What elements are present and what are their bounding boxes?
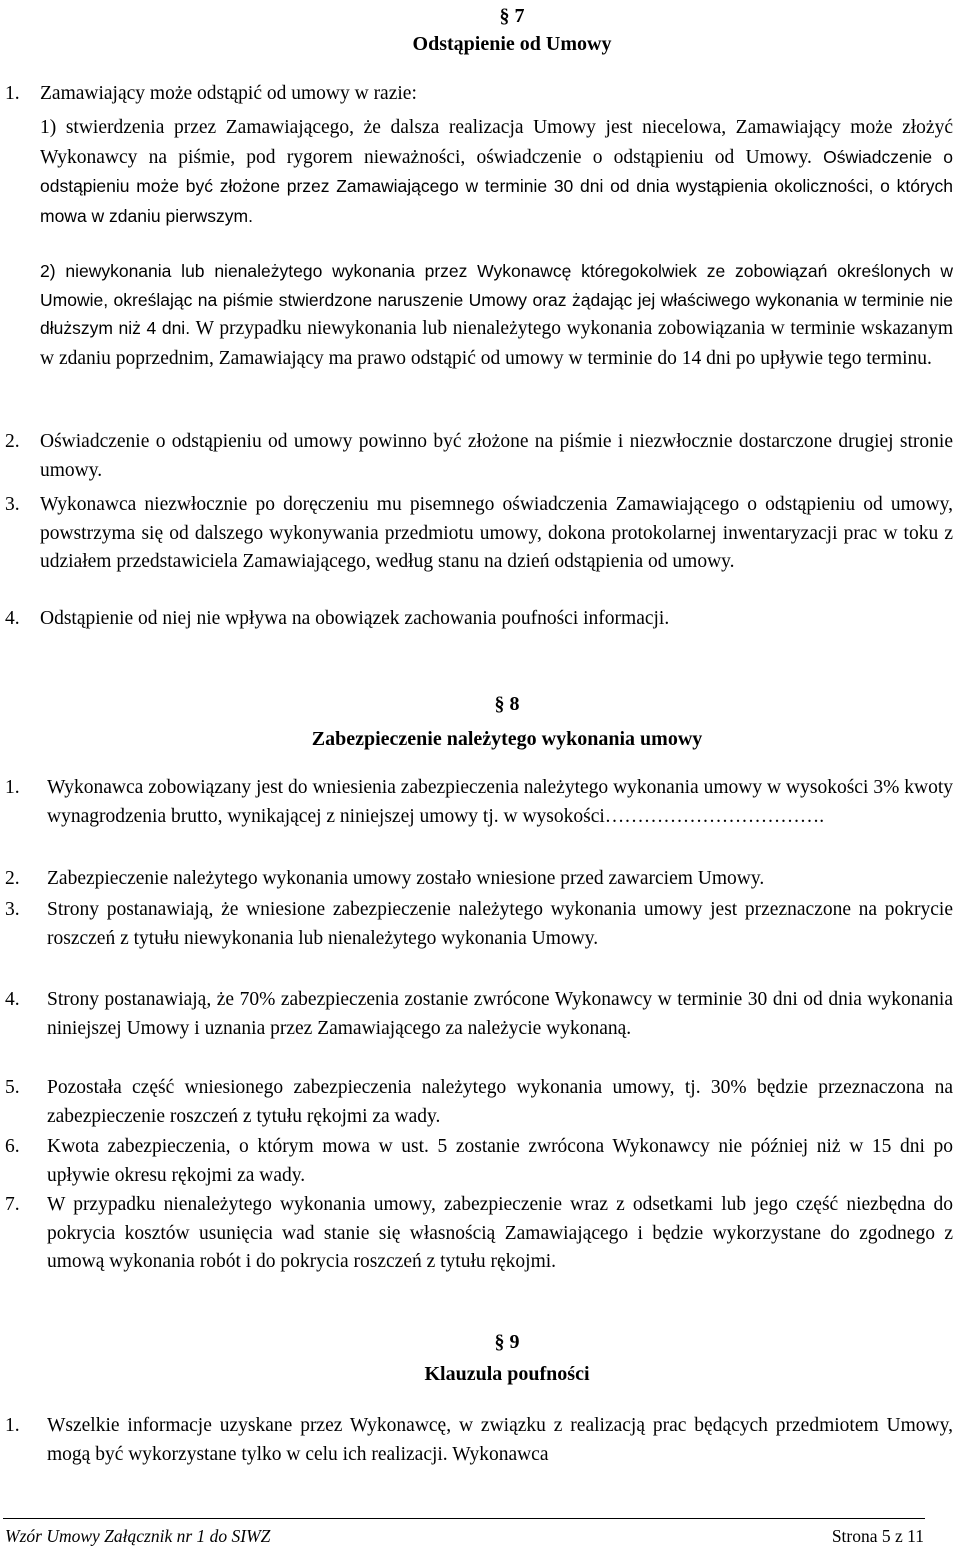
s9-item-1-number: 1. bbox=[5, 1415, 20, 1436]
s7-sub-1 bbox=[40, 114, 953, 231]
s8-item-6-text: Kwota zabezpieczenia, o którym mowa w ust. 5 zostanie zwrócona Wykonawcy nie później niż w 15 dni po upływie okresu rękojmi za wady. bbox=[47, 1136, 953, 1186]
s9-item-1-text: Wszelkie informacje uzyskane przez Wykonawcę, w związku z realizacją prac będących przedmiotem Umowy, mogą być wykorzystane tylko w celu ich realizacji. Wykonawca bbox=[47, 1415, 953, 1465]
s7-item-3-number: 3. bbox=[5, 494, 20, 515]
s8-item-2-text: Zabezpieczenie należytego wykonania umowy zostało wniesione przed zawarciem Umowy. bbox=[47, 868, 765, 889]
section-7-title: Odstąpienie od Umowy bbox=[412, 33, 612, 55]
s7-sub-2 bbox=[40, 257, 953, 373]
s8-item-5-text: Pozostała część wniesionego zabezpieczenia należytego wykonania umowy, tj. 30% będzie przeznaczona na zabezpieczenie roszczeń z tytułu rękojmi za wady. bbox=[47, 1077, 953, 1127]
s8-item-6-number: 6. bbox=[5, 1136, 20, 1157]
s7-sub-2-part-b: W przypadku niewykonania lub nienależytego wykonania zobowiązania w terminie wskazanym w zdaniu poprzednim, Zamawiający ma prawo odstąpić od umowy w terminie do 14 dni po upływie tego terminu. bbox=[40, 318, 953, 369]
section-8-title: Zabezpieczenie należytego wykonania umowy bbox=[311, 728, 703, 750]
section-9-title: Klauzula poufności bbox=[424, 1363, 590, 1385]
s8-item-4-number: 4. bbox=[5, 989, 20, 1010]
s7-sub-1-part-a: 1) stwierdzenia przez Zamawiającego, że dalsza realizacja Umowy jest niecelowa, Zamawiający może złożyć Wykonawcy na piśmie, pod rygorem nieważności, oświadczenie o odstąpieniu od Umowy. bbox=[40, 117, 953, 168]
s8-item-1-number: 1. bbox=[5, 777, 20, 798]
s7-item-4-text: Odstąpienie od niej nie wpływa na obowiązek zachowania poufności informacji. bbox=[40, 608, 670, 629]
s8-item-7-number: 7. bbox=[5, 1194, 20, 1215]
s8-item-3-number: 3. bbox=[5, 899, 20, 920]
s7-item-2-number: 2. bbox=[5, 431, 20, 452]
s8-item-1-text: Wykonawca zobowiązany jest do wniesienia zabezpieczenia należytego wykonania umowy w wysokości 3% kwoty wynagrodzenia brutto, wynikającej z niniejszej umowy tj. w wysokości……………………………. bbox=[47, 777, 953, 827]
s8-item-7-text: W przypadku nienależytego wykonania umowy, zabezpieczenie wraz z odsetkami lub jego część niezbędna do pokrycia kosztów usunięcia wad stanie się własnością Zamawiającego i będzie wykorzystane do zgodnego z umową wykonania robót i do pokrycia roszczeń z tytułu rękojmi. bbox=[47, 1194, 953, 1273]
s7-item-2-text: Oświadczenie o odstąpieniu od umowy powinno być złożone na piśmie i niezwłocznie dostarczone drugiej stronie umowy. bbox=[40, 431, 953, 481]
s7-item-1-text: Zamawiający może odstąpić od umowy w razie: bbox=[40, 83, 417, 104]
s7-sub-1-part-b: Oświadczenie o odstąpieniu może być złożone przez Zamawiającego w terminie 30 dni od dnia wystąpienia okoliczności, o których mowa w zdaniu pierwszym. bbox=[40, 146, 954, 226]
s8-item-2-number: 2. bbox=[5, 868, 20, 889]
s7-sub-2-part-a: 2) niewykonania lub nienależytego wykonania przez Wykonawcę któregokolwiek ze zobowiązań określonych w Umowie, określając na piśmie stwierdzone naruszenie Umowy oraz żądając jej właściwego wykonania w terminie nie dłuższym niż 4 dni. bbox=[40, 261, 953, 339]
footer-divider bbox=[3, 1518, 925, 1519]
s8-item-4-text: Strony postanawiają, że 70% zabezpieczenia zostanie zwrócone Wykonawcy w terminie 30 dni od dnia wykonania niniejszej Umowy i uznania przez Zamawiającego za należycie wykonaną. bbox=[47, 989, 953, 1039]
s7-item-1-number: 1. bbox=[5, 83, 20, 104]
section-7-symbol: § 7 bbox=[499, 5, 525, 27]
section-8-symbol: § 8 bbox=[494, 693, 520, 715]
footer-page-number: Strona 5 z 11 bbox=[831, 1526, 924, 1546]
s8-item-3-text: Strony postanawiają, że wniesione zabezpieczenie należytego wykonania umowy jest przeznaczone na pokrycie roszczeń z tytułu niewykonania lub nienależytego wykonania Umowy. bbox=[47, 899, 953, 949]
s8-item-5-number: 5. bbox=[5, 1077, 20, 1098]
section-9-symbol: § 9 bbox=[494, 1331, 520, 1353]
s7-item-4-number: 4. bbox=[5, 608, 20, 629]
footer-document-name: Wzór Umowy Załącznik nr 1 do SIWZ bbox=[5, 1526, 271, 1546]
s7-item-3-text: Wykonawca niezwłocznie po doręczeniu mu pisemnego oświadczenia Zamawiającego o odstąpieniu od umowy, powstrzyma się od dalszego wykonywania przedmiotu umowy, dokona protokolarnej inwentaryzacji prac w toku z udziałem przedstawiciela Zamawiającego, według stanu na dzień odstąpienia od umowy. bbox=[40, 494, 953, 573]
